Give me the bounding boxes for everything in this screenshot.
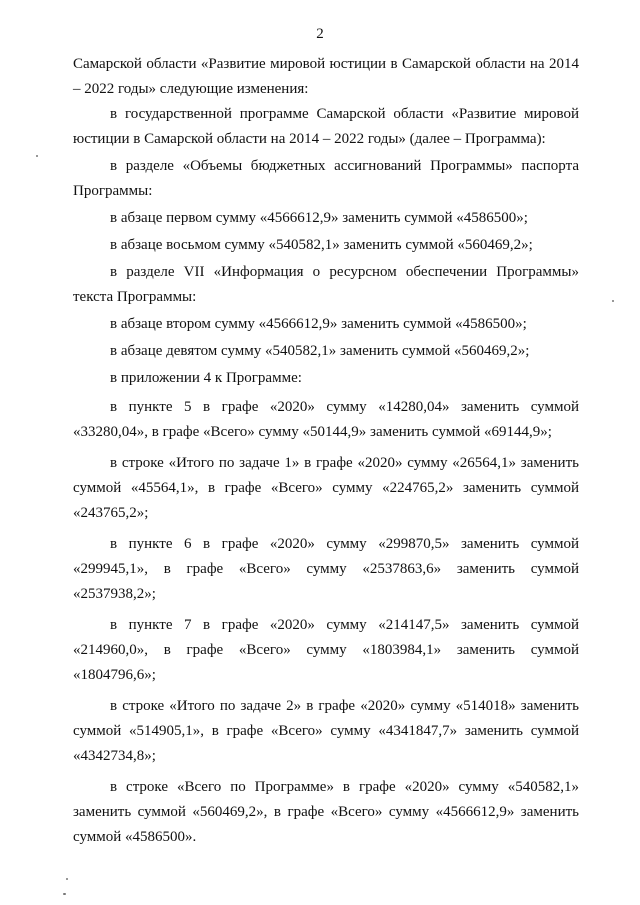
- document-body: [73, 52, 579, 850]
- paragraph-intro: Самарской области «Развитие мировой юстиции в Самарской области на 2014 – 2022 годы» следующие изменения:: [73, 56, 579, 97]
- paragraph-item-7: в пункте 7 в графе «2020» сумму «214147,5» заменить суммой «214960,0», в графе «Всего» сумму «1803984,1» заменить суммой «1804796,6»;: [73, 617, 579, 683]
- paragraph-second-abzats: в абзаце втором сумму «4566612,9» заменить суммой «4586500»;: [110, 316, 527, 332]
- paragraph-section-vii: в разделе VII «Информация о ресурсном обеспечении Программы» текста Программы:: [73, 264, 579, 305]
- paragraph-item-6: в пункте 6 в графе «2020» сумму «299870,5» заменить суммой «299945,1», в графе «Всего» сумму «2537863,6» заменить суммой «2537938,2»;: [73, 536, 579, 602]
- paragraph-program: в государственной программе Самарской области «Развитие мировой юстиции в Самарской области на 2014 – 2022 годы» (далее – Программа):: [73, 106, 579, 147]
- paragraph-section-volumes: в разделе «Объемы бюджетных ассигнований Программы» паспорта Программы:: [73, 158, 579, 199]
- scan-speck: [36, 155, 38, 157]
- scan-speck: [63, 893, 66, 895]
- scan-speck: [66, 878, 68, 880]
- paragraph-total-program: в строке «Всего по Программе» в графе «2020» сумму «540582,1» заменить суммой «560469,2», в графе «Всего» сумму «4566612,9» заменить суммой «4586500».: [73, 779, 579, 845]
- page-number: 2: [316, 26, 324, 42]
- paragraph-total-task-1: в строке «Итого по задаче 1» в графе «2020» сумму «26564,1» заменить суммой «45564,1», в графе «Всего» сумму «224765,2» заменить суммой «243765,2»;: [73, 455, 579, 521]
- scan-speck: [612, 300, 614, 302]
- paragraph-total-task-2: в строке «Итого по задаче 2» в графе «2020» сумму «514018» заменить суммой «514905,1», в графе «Всего» сумму «4341847,7» заменить суммой «4342734,8»;: [73, 698, 579, 764]
- paragraph-ninth-abzats: в абзаце девятом сумму «540582,1» заменить суммой «560469,2»;: [110, 343, 530, 359]
- paragraph-item-5: в пункте 5 в графе «2020» сумму «14280,04» заменить суммой «33280,04», в графе «Всего» сумму «50144,9» заменить суммой «69144,9»;: [73, 399, 579, 440]
- paragraph-first-abzats: в абзаце первом сумму «4566612,9» заменить суммой «4586500»;: [110, 210, 528, 226]
- paragraph-appendix-4: в приложении 4 к Программе:: [110, 370, 302, 386]
- paragraph-eighth-abzats: в абзаце восьмом сумму «540582,1» заменить суммой «560469,2»;: [110, 237, 533, 253]
